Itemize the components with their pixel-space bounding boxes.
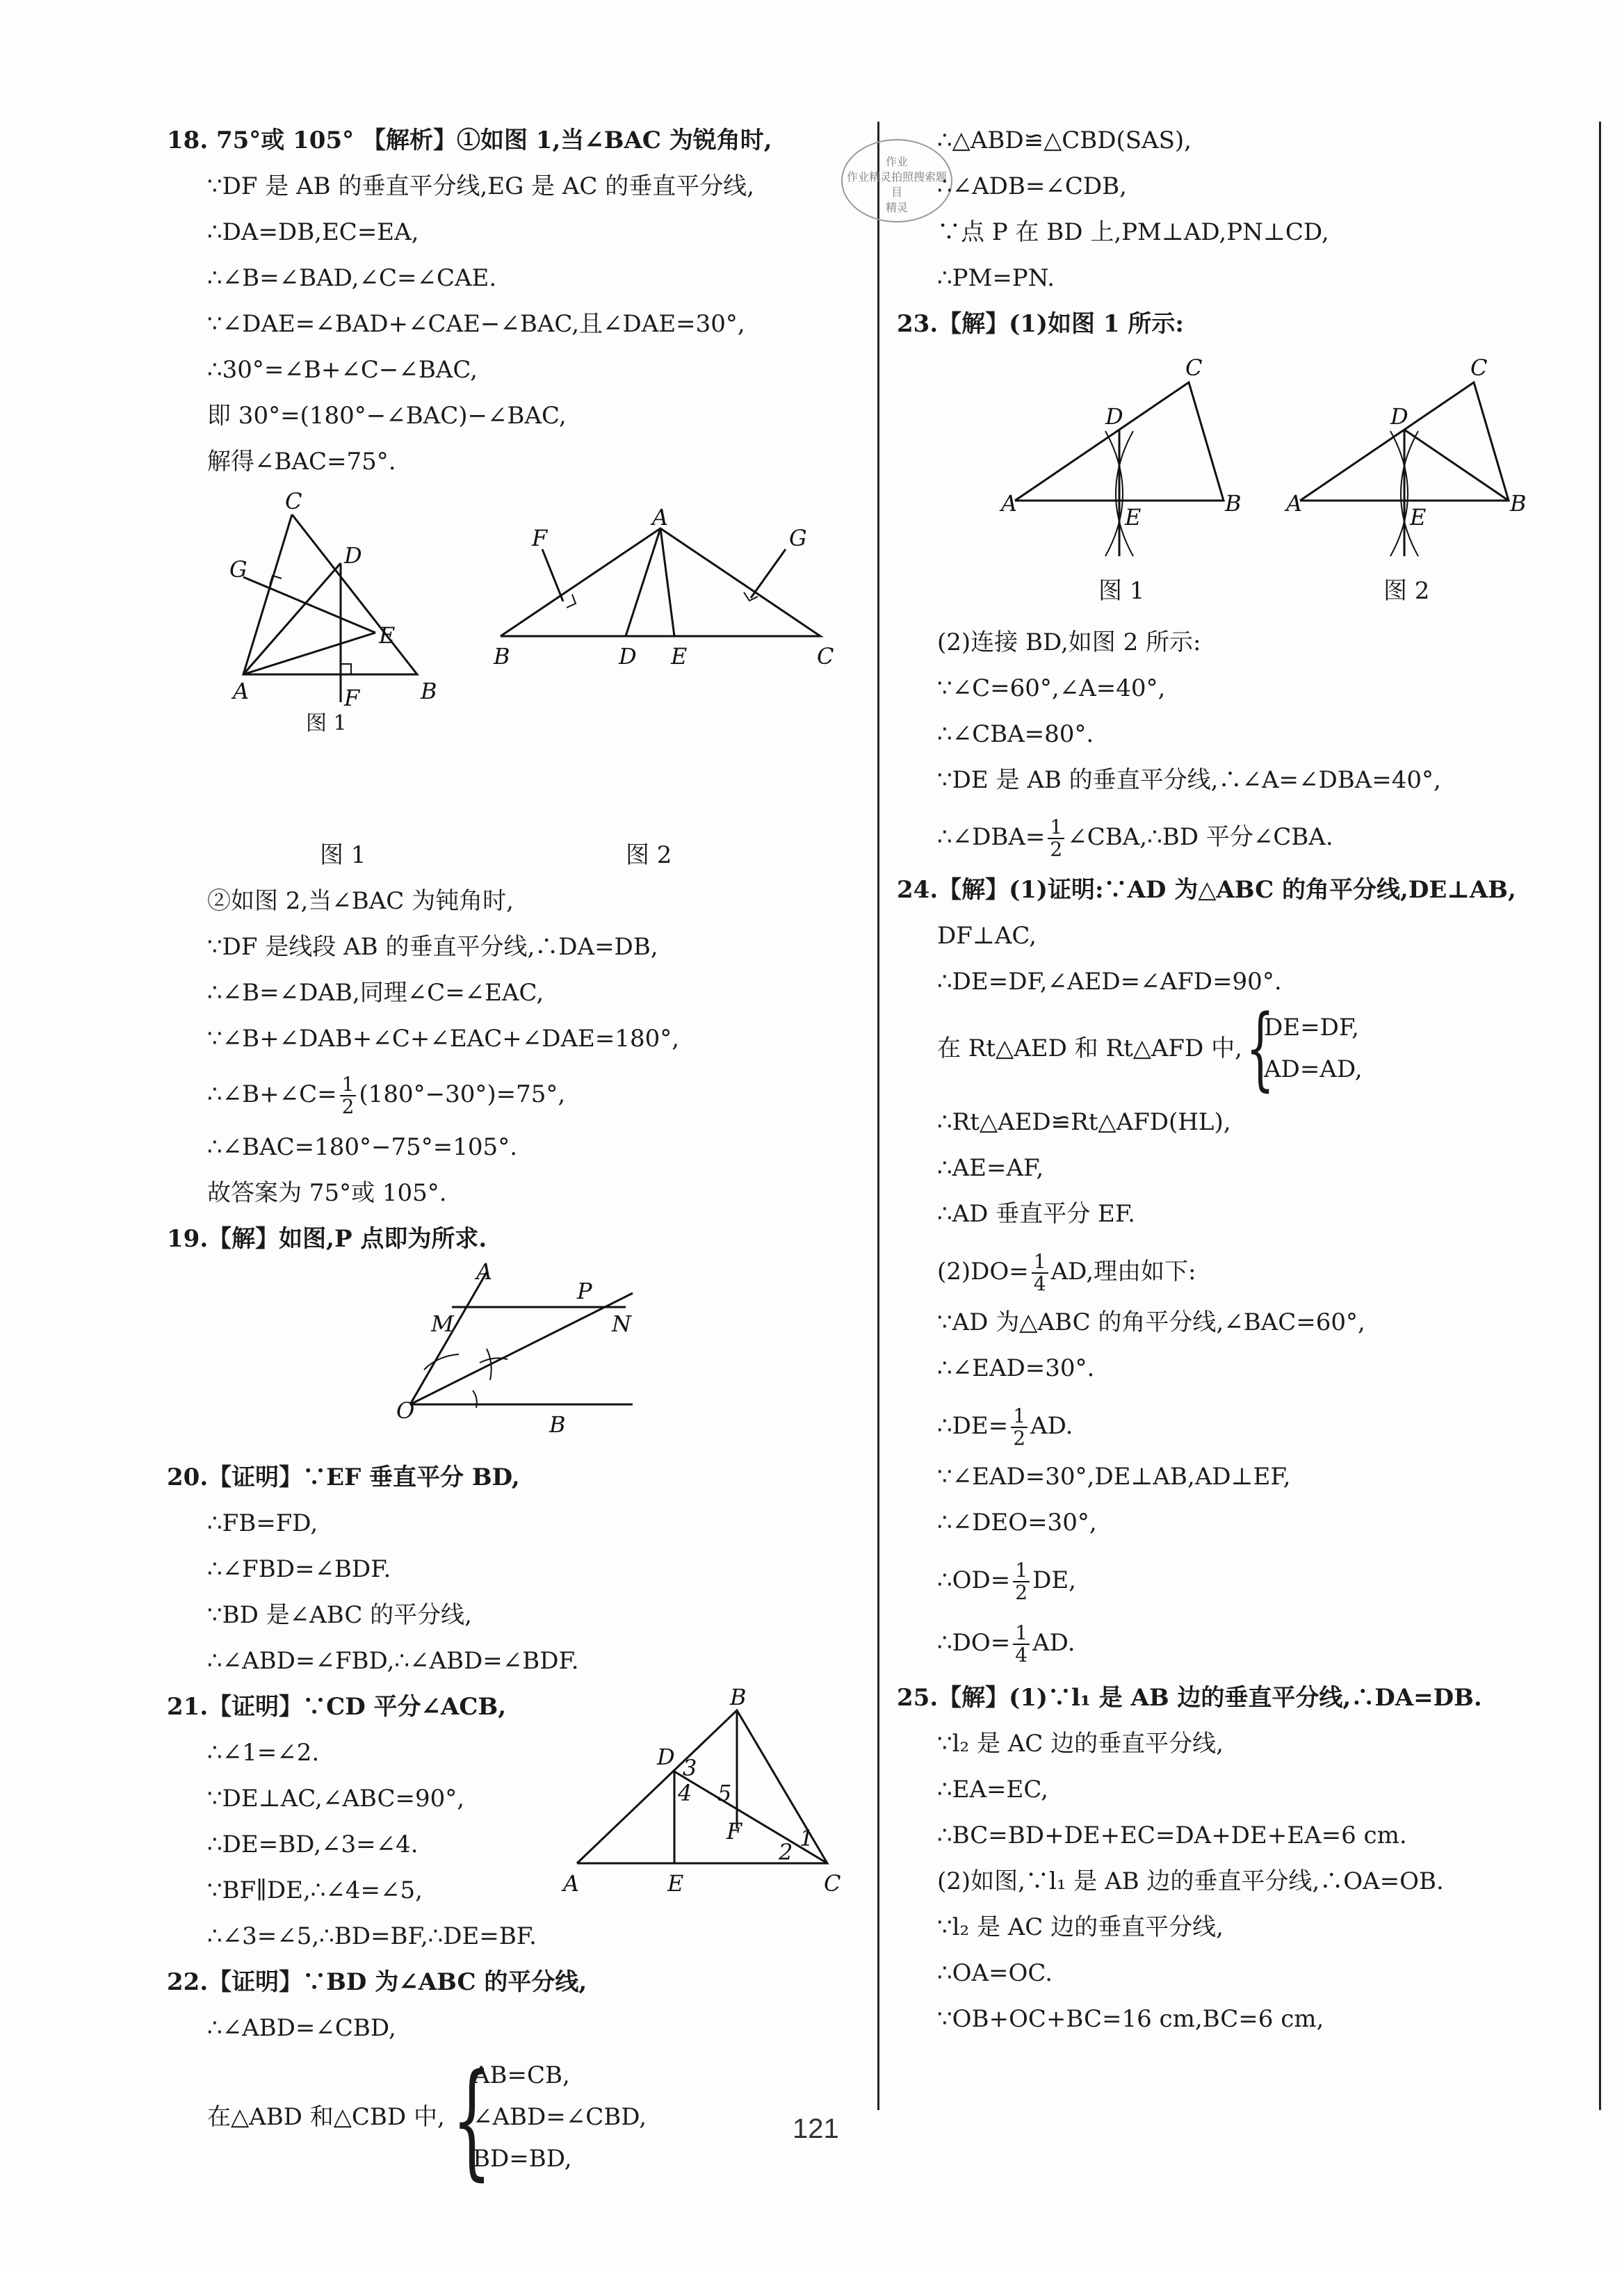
q25-line: ∵l₂ 是 AC 边的垂直平分线, <box>937 1913 1224 1941</box>
q21-line: ∴DE=BD,∠3=∠4. <box>207 1831 419 1858</box>
label-G: G <box>229 556 247 583</box>
label-4: 4 <box>678 1780 692 1806</box>
q24-line: DF⊥AC, <box>937 922 1037 950</box>
q23-line: 23.【解】(1)如图 1 所示: <box>897 310 1184 338</box>
label-P: P <box>577 1278 592 1304</box>
page-number: 121 <box>793 2114 839 2144</box>
q21-figure <box>563 1684 841 1898</box>
label-E: E <box>379 622 396 649</box>
q20-line: 20.【证明】∵EF 垂直平分 BD, <box>167 1464 520 1491</box>
q24-line: ∴AE=AF, <box>937 1154 1044 1182</box>
q22-system-line: AB=CB, <box>473 2061 570 2089</box>
q23-figure-2 <box>1286 355 1527 563</box>
q18-figure-2 <box>494 504 841 688</box>
q24-od-line: ∴OD= $\frac{1}{2}$ DE, <box>937 1559 1076 1604</box>
right-margin-line <box>1599 122 1601 2110</box>
label-A: A <box>563 1870 580 1897</box>
q23-line: ∴∠CBA=80°. <box>937 720 1094 748</box>
label-5: 5 <box>717 1780 732 1806</box>
label-D: D <box>657 1744 675 1770</box>
label-D: D <box>1390 403 1408 430</box>
fraction: $\frac{1}{2}$ <box>340 1074 357 1117</box>
q22-system-line: ∠ABD=∠CBD, <box>473 2103 647 2131</box>
q25-line: (2)如图,∵l₁ 是 AB 边的垂直平分线,∴OA=OB. <box>937 1867 1444 1895</box>
q22-cont-line: ∴PM=PN. <box>937 264 1055 292</box>
q23-figure-1 <box>1001 355 1242 563</box>
q18-line: ∵DF 是 AB 的垂直平分线,EG 是 AC 的垂直平分线, <box>207 172 755 200</box>
q18-line: ∴∠BAC=180°−75°=105°. <box>207 1133 518 1161</box>
watermark-stamp: 作业 作业精灵拍照搜索题目 精灵 <box>841 139 952 222</box>
q21-line: ∵DE⊥AC,∠ABC=90°, <box>207 1785 465 1813</box>
q24-line: 24.【解】(1)证明:∵AD 为△ABC 的角平分线,DE⊥AB, <box>897 876 1516 904</box>
label-1: 1 <box>799 1825 814 1851</box>
q18-frac-line: ∴∠B+∠C= $\frac{1}{2}$ (180°−30°)=75°, <box>207 1073 566 1118</box>
q22-cont-line: ∴∠ADB=∠CDB, <box>937 172 1127 200</box>
q25-line: ∴OA=OC. <box>937 1959 1053 1987</box>
q18-line: ②如图 2,当∠BAC 为钝角时, <box>207 887 514 915</box>
q20-line: ∴∠ABD=∠FBD,∴∠ABD=∠BDF. <box>207 1647 579 1675</box>
q25-line: ∴BC=BD+DE+EC=DA+DE+EA=6 cm. <box>937 1822 1407 1849</box>
q24-line: ∵∠EAD=30°,DE⊥AB,AD⊥EF, <box>937 1463 1291 1491</box>
label-B: B <box>421 678 437 704</box>
label-F: F <box>726 1818 742 1845</box>
q24-line: ∴∠EAD=30°. <box>937 1354 1095 1382</box>
q25-line: ∵OB+OC+BC=16 cm,BC=6 cm, <box>937 2005 1324 2033</box>
brace: { <box>1246 995 1275 1101</box>
label-C: C <box>824 1870 841 1897</box>
label-A: A <box>476 1258 493 1285</box>
label-D: D <box>344 542 362 569</box>
q24-line: ∴Rt△AED≌Rt△AFD(HL), <box>937 1108 1231 1136</box>
q25-line: ∴EA=EC, <box>937 1776 1048 1803</box>
label-G: G <box>789 525 807 551</box>
q18-line: ∴DA=DB,EC=EA, <box>207 218 419 246</box>
q18-figure-1 <box>229 488 438 736</box>
q22-system-intro: 在△ABD 和△CBD 中, <box>207 2103 445 2131</box>
q22-cont-line: ∵点 P 在 BD 上,PM⊥AD,PN⊥CD, <box>937 218 1329 246</box>
q24-line: ∴∠DEO=30°, <box>937 1509 1097 1537</box>
q23-line: ∵∠C=60°,∠A=40°, <box>937 674 1166 702</box>
label-A: A <box>233 678 250 704</box>
q24-system-line: AD=AD, <box>1264 1055 1363 1083</box>
q24-system-intro: 在 Rt△AED 和 Rt△AFD 中, <box>937 1035 1242 1062</box>
label-A: A <box>1001 490 1018 517</box>
q18-line: 即 30°=(180°−∠BAC)−∠BAC, <box>207 402 567 430</box>
fraction: $\frac{1}{2}$ <box>1013 1560 1030 1603</box>
q20-line: ∵BD 是∠ABC 的平分线, <box>207 1601 472 1629</box>
q18-line: 18. 75°或 105° 【解析】①如图 1,当∠BAC 为锐角时, <box>167 127 772 154</box>
q22-line: 22.【证明】∵BD 为∠ABC 的平分线, <box>167 1968 587 1996</box>
q18-line: ∴30°=∠B+∠C−∠BAC, <box>207 356 478 384</box>
figure-caption: 图 1 <box>306 711 347 736</box>
label-B: B <box>549 1411 566 1438</box>
q24-do2-line: ∴DO= $\frac{1}{4}$ AD. <box>937 1621 1075 1667</box>
label-F: F <box>344 685 360 711</box>
label-E: E <box>1125 504 1142 530</box>
q18-line: 解得∠BAC=75°. <box>207 448 396 476</box>
q24-system-line: DE=DF, <box>1264 1014 1359 1041</box>
q24-line: ∴DE=DF,∠AED=∠AFD=90°. <box>937 968 1282 996</box>
label-C: C <box>1185 355 1203 381</box>
q20-line: ∴∠FBD=∠BDF. <box>207 1555 391 1583</box>
q25-line: 25.【解】(1)∵l₁ 是 AB 边的垂直平分线,∴DA=DB. <box>897 1684 1482 1712</box>
q18-line: ∴∠B=∠BAD,∠C=∠CAE. <box>207 264 497 292</box>
q18-fig1-caption: 图 1 <box>320 841 366 869</box>
q19-line: 19.【解】如图,P 点即为所求. <box>167 1225 487 1253</box>
label-F: F <box>532 525 548 551</box>
q21-line: ∴∠1=∠2. <box>207 1739 320 1767</box>
label-2: 2 <box>779 1839 793 1865</box>
label-B: B <box>1225 490 1242 517</box>
label-O: O <box>396 1397 415 1424</box>
label-B: B <box>494 643 510 670</box>
q24-do-line: (2)DO= $\frac{1}{4}$ AD,理由如下: <box>937 1250 1196 1295</box>
label-D: D <box>619 643 637 670</box>
label-B: B <box>730 1684 747 1710</box>
brace: { <box>452 2048 492 2193</box>
q18-line: ∵∠B+∠DAB+∠C+∠EAC+∠DAE=180°, <box>207 1025 680 1053</box>
q23-frac-line: ∴∠DBA= $\frac{1}{2}$ ∠CBA,∴BD 平分∠CBA. <box>937 816 1333 861</box>
fraction: $\frac{1}{4}$ <box>1032 1251 1048 1295</box>
q22-system-line: BD=BD, <box>473 2145 572 2173</box>
q24-line: ∵AD 为△ABC 的角平分线,∠BAC=60°, <box>937 1308 1365 1336</box>
q21-line: 21.【证明】∵CD 平分∠ACB, <box>167 1693 507 1721</box>
label-D: D <box>1105 403 1123 430</box>
q21-line: ∴∠3=∠5,∴BD=BF,∴DE=BF. <box>207 1922 537 1950</box>
label-E: E <box>667 1870 684 1897</box>
label-E: E <box>1410 504 1427 530</box>
fraction: $\frac{1}{2}$ <box>1011 1406 1028 1449</box>
column-divider <box>877 122 879 2110</box>
label-C: C <box>817 643 834 670</box>
label-M: M <box>431 1311 454 1337</box>
label-B: B <box>1510 490 1527 517</box>
fraction: $\frac{1}{4}$ <box>1013 1623 1030 1666</box>
q18-line: ∵∠DAE=∠BAD+∠CAE−∠BAC,且∠DAE=30°, <box>207 310 745 338</box>
q18-fig2-caption: 图 2 <box>626 841 672 869</box>
q24-de-line: ∴DE= $\frac{1}{2}$ AD. <box>937 1404 1073 1450</box>
label-A: A <box>1286 490 1303 517</box>
label-3: 3 <box>683 1755 697 1781</box>
label-C: C <box>1470 355 1488 381</box>
q20-line: ∴FB=FD, <box>207 1509 318 1537</box>
q23-fig2-caption: 图 2 <box>1383 577 1430 605</box>
q18-line: ∴∠B=∠DAB,同理∠C=∠EAC, <box>207 979 544 1007</box>
fraction: $\frac{1}{2}$ <box>1048 817 1064 860</box>
q23-line: (2)连接 BD,如图 2 所示: <box>937 629 1201 656</box>
label-A: A <box>652 504 669 530</box>
q24-line: ∴AD 垂直平分 EF. <box>937 1200 1135 1228</box>
q18-line: ∵DF 是线段 AB 的垂直平分线,∴DA=DB, <box>207 933 658 961</box>
q19-figure <box>396 1258 647 1446</box>
q22-cont-line: ∴△ABD≌△CBD(SAS), <box>937 127 1192 154</box>
label-E: E <box>671 643 688 670</box>
q25-line: ∵l₂ 是 AC 边的垂直平分线, <box>937 1730 1224 1758</box>
q21-line: ∵BF∥DE,∴∠4=∠5, <box>207 1876 423 1904</box>
q23-line: ∵DE 是 AB 的垂直平分线,∴∠A=∠DBA=40°, <box>937 766 1441 794</box>
q18-line: 故答案为 75°或 105°. <box>207 1179 447 1207</box>
q23-fig1-caption: 图 1 <box>1098 577 1145 605</box>
q22-line: ∴∠ABD=∠CBD, <box>207 2014 396 2042</box>
label-N: N <box>612 1311 631 1337</box>
label-C: C <box>285 488 302 514</box>
